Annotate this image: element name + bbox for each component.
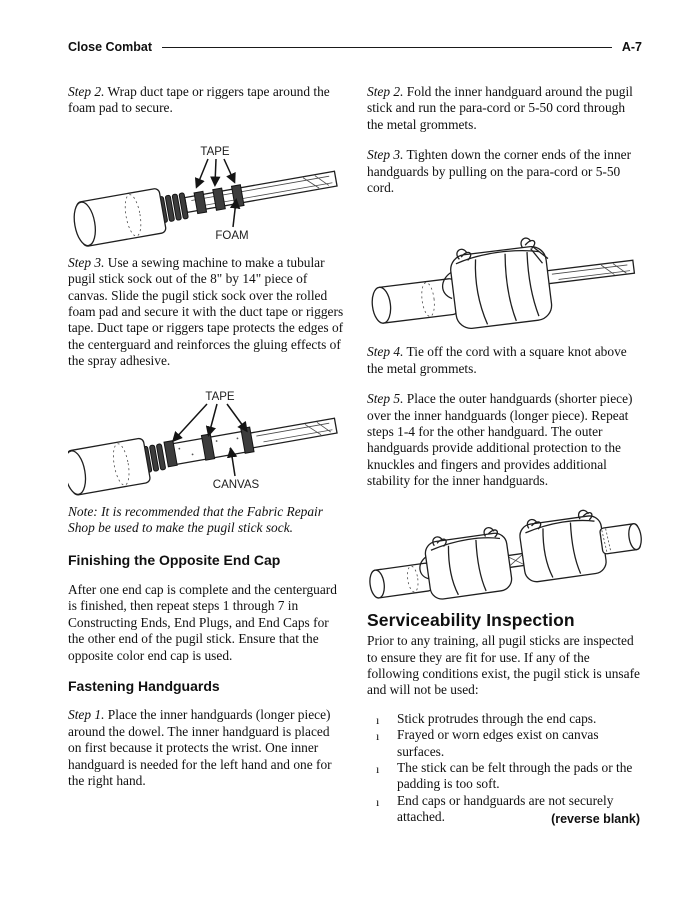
header-page-number: A-7 xyxy=(621,40,642,54)
two-column-content xyxy=(68,84,643,826)
step-text: Place the outer handguards (shorter piece) over the inner handguards (longer piece). Repeat steps 1-4 for the other handguard. The outer handguards provide additional protection to the knuckles and fingers and provides additional stability for the inner handguards. xyxy=(367,391,633,489)
step-label: Step 3. xyxy=(68,254,105,270)
step-label: Step 2. xyxy=(68,84,105,99)
step-text: Wrap duct tape or riggers tape around the foam pad to secure. xyxy=(68,84,330,116)
tape-callout-label: TAPE xyxy=(205,390,235,403)
foam-callout-label: FOAM xyxy=(215,229,249,242)
paragraph-step2-left xyxy=(68,84,344,117)
heading-finishing-opposite-end-cap: Finishing the Opposite End Cap xyxy=(68,552,281,569)
pugil-stick-tape-canvas-drawing xyxy=(68,384,344,496)
step-label: Step 4. xyxy=(367,344,404,360)
completed-handguards-drawing xyxy=(367,504,643,608)
header-rule xyxy=(162,47,612,48)
checklist-item: ı The stick can be felt through the pads or the padding is too soft. xyxy=(367,760,643,793)
page-header xyxy=(68,40,642,54)
paragraph-step3-left xyxy=(68,255,344,370)
figure-inner-handguard-laced xyxy=(367,210,643,336)
checklist-item: ı Stick protrudes through the end caps. xyxy=(367,711,643,727)
step-text: Tighten down the corner ends of the inner handguards by pulling on the para-cord or 5-50 cord. xyxy=(367,147,632,196)
left-column xyxy=(68,84,344,826)
paragraph-opposite-end-cap: After one end cap is complete and the centerguard is finished, then repeat steps 1 through 7 in Constructing Ends, End Plugs, and End Caps for the other end of the pugil stick. Ensure that the opposite color end cap is used. xyxy=(68,581,337,663)
reverse-blank-note: (reverse blank) xyxy=(551,812,640,826)
step-text: Place the inner handguards (longer piece) around the dowel. The inner handguard is placed on first because it protects the wrist. One inner handguard is needed for the left hand and one for the right hand. xyxy=(68,707,332,788)
fabric-repair-note: Note: It is recommended that the Fabric Repair Shop be used to make the pugil stick sock. xyxy=(68,503,323,536)
paragraph-step1-left xyxy=(68,707,344,789)
paragraph-serviceability-intro: Prior to any training, all pugil sticks are inspected to ensure they are fit for use. If any of the following conditions exist, the pugil stick is unsafe and will not be used: xyxy=(367,633,640,698)
step-label: Step 5. xyxy=(367,391,404,407)
heading-serviceability-inspection: Serviceability Inspection xyxy=(367,609,575,630)
inner-handguard-drawing xyxy=(367,210,643,336)
step-text: Fold the inner handguard around the pugil stick and run the para-cord or 5-50 cord through the metal grommets. xyxy=(367,84,633,132)
figure-completed-handguards xyxy=(367,504,643,608)
checklist-item: ı Frayed or worn edges exist on canvas surfaces. xyxy=(367,727,643,760)
canvas-callout-label: CANVAS xyxy=(212,478,260,491)
serviceability-checklist xyxy=(367,711,643,826)
paragraph-step3-right xyxy=(367,147,643,196)
figure-pugil-stick-tape-foam xyxy=(68,131,344,247)
figure-pugil-stick-tape-canvas xyxy=(68,384,344,496)
step-label: Step 2. xyxy=(367,84,404,99)
right-column xyxy=(367,84,643,826)
step-text: Tie off the cord with a square knot above the metal grommets. xyxy=(367,344,627,376)
step-text: Use a sewing machine to make a tubular pugil stick sock out of the 8" by 14" piece of canvas. Slide the pugil stick sock over the rolled foam pad and secure it with the duct tape or riggers tape. Duct tape or riggers tape protects the edges of the centerguard and reinforces the gluing effects of the spray adhesive. xyxy=(68,254,344,369)
checklist-item: ı End caps or handguards are not securely attached. xyxy=(367,793,643,826)
paragraph-step2-right xyxy=(367,84,643,133)
step-label: Step 1. xyxy=(68,707,105,723)
pugil-stick-tape-foam-drawing xyxy=(68,131,344,247)
tape-callout-label: TAPE xyxy=(200,145,230,158)
header-section-title: Close Combat xyxy=(68,40,153,54)
paragraph-step4-right xyxy=(367,344,643,377)
step-label: Step 3. xyxy=(367,147,404,163)
paragraph-step5-right xyxy=(367,391,643,489)
heading-fastening-handguards: Fastening Handguards xyxy=(68,677,220,694)
